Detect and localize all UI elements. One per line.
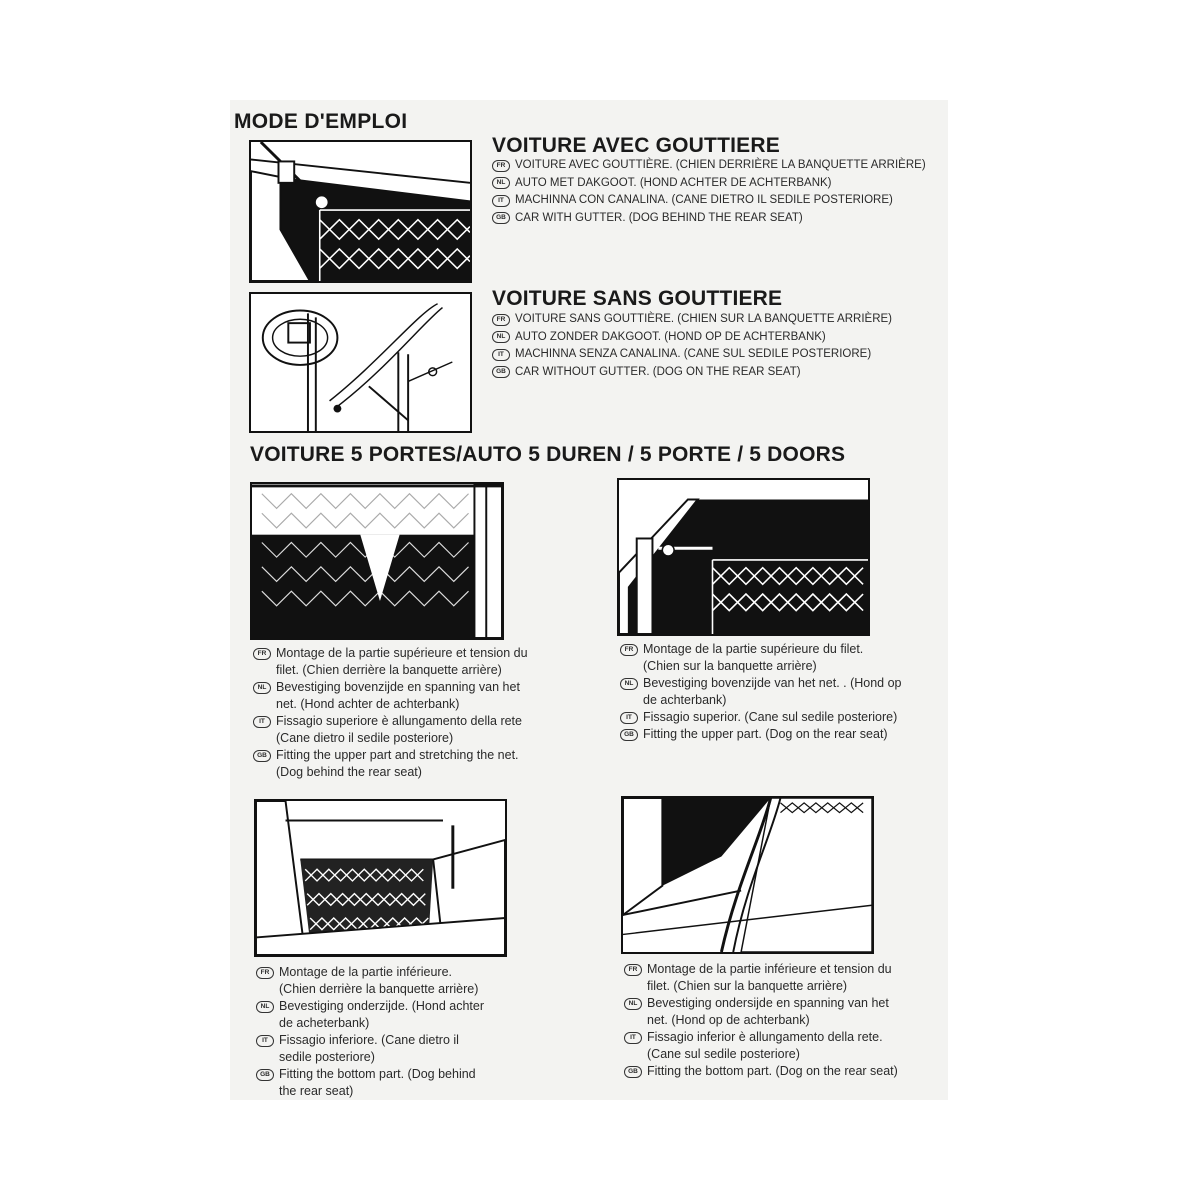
language-badge-gb: GB	[492, 212, 510, 224]
language-badge-it: IT	[624, 1032, 642, 1044]
translation-text: VOITURE AVEC GOUTTIÈRE. (CHIEN DERRIÈRE LA BANQUETTE ARRIÈRE)	[515, 159, 926, 171]
caption-line: sedile posteriore)	[279, 1050, 375, 1064]
language-badge-gb: GB	[624, 1066, 642, 1078]
caption-line: Montage de la partie inférieure.	[279, 965, 453, 979]
translation-line	[492, 346, 892, 364]
translation-text: MACHINNA SENZA CANALINA. (CANE SUL SEDILE POSTERIORE)	[515, 348, 872, 360]
section-title-car-with-gutter: VOITURE AVEC GOUTTIERE	[492, 134, 780, 157]
caption-lower-net-behind-seat	[256, 964, 576, 1100]
caption-line: filet. (Chien sur la banquette arrière)	[647, 979, 848, 993]
illustration-upper-net-behind-seat	[250, 482, 504, 640]
illustration-car-with-gutter	[249, 140, 472, 283]
language-badge-fr: FR	[253, 648, 271, 660]
translation-line	[492, 192, 926, 210]
caption-line: Bevestiging onderzijde. (Hond achter	[279, 999, 484, 1013]
language-badge-fr: FR	[620, 644, 638, 656]
language-badge-gb: GB	[620, 729, 638, 741]
caption-line: filet. (Chien derrière la banquette arrière)	[276, 663, 502, 677]
language-badge-fr: FR	[256, 967, 274, 979]
document-title: MODE D'EMPLOI	[234, 110, 408, 133]
caption-line: (Chien derrière la banquette arrière)	[279, 982, 479, 996]
caption-item	[256, 998, 576, 1032]
car-without-gutter-translations	[492, 311, 892, 381]
caption-item	[256, 1032, 576, 1066]
translation-line	[492, 157, 926, 175]
translation-line	[492, 329, 892, 347]
caption-item	[624, 1029, 944, 1063]
caption-line: (Cane dietro il sedile posteriore)	[276, 731, 454, 745]
translation-line	[492, 364, 892, 382]
translation-text: VOITURE SANS GOUTTIÈRE. (CHIEN SUR LA BANQUETTE ARRIÈRE)	[515, 313, 893, 325]
caption-line: Bevestiging ondersijde en spanning van het	[647, 996, 889, 1010]
caption-line: the rear seat)	[279, 1084, 354, 1098]
section-title-car-without-gutter: VOITURE SANS GOUTTIERE	[492, 287, 783, 310]
caption-item	[253, 645, 573, 679]
translation-line	[492, 210, 926, 228]
caption-item	[253, 747, 573, 781]
language-badge-nl: NL	[492, 331, 510, 343]
car-with-gutter-translations	[492, 157, 926, 227]
caption-item	[620, 709, 940, 726]
caption-item	[620, 726, 940, 743]
translation-line	[492, 175, 926, 193]
section-title-5-doors: VOITURE 5 PORTES/AUTO 5 DUREN / 5 PORTE / 5 DOORS	[250, 443, 846, 466]
translation-line	[492, 311, 892, 329]
caption-item	[620, 675, 940, 709]
translation-text: CAR WITHOUT GUTTER. (DOG ON THE REAR SEAT)	[515, 365, 801, 378]
caption-upper-net-on-seat	[620, 641, 940, 743]
caption-item	[256, 1066, 576, 1100]
caption-item	[620, 641, 940, 675]
translation-text: MACHINNA CON CANALINA. (CANE DIETRO IL SEDILE POSTERIORE)	[515, 194, 893, 206]
language-badge-it: IT	[492, 349, 510, 361]
illustration-lower-net-on-seat	[621, 796, 874, 954]
caption-line: net. (Hond achter de achterbank)	[276, 697, 460, 711]
caption-lower-net-on-seat	[624, 961, 944, 1080]
translation-text: CAR WITH GUTTER. (DOG BEHIND THE REAR SEAT)	[515, 211, 803, 224]
language-badge-nl: NL	[253, 682, 271, 694]
language-badge-it: IT	[253, 716, 271, 728]
translation-text: AUTO ZONDER DAKGOOT. (HOND OP DE ACHTERBANK)	[515, 330, 826, 343]
language-badge-nl: NL	[624, 998, 642, 1010]
caption-line: Bevestiging bovenzijde en spanning van het	[276, 680, 520, 694]
caption-item	[256, 964, 576, 998]
caption-item	[624, 961, 944, 995]
caption-line: (Cane sul sedile posteriore)	[647, 1047, 800, 1061]
caption-item	[624, 1063, 944, 1080]
caption-item	[253, 713, 573, 747]
language-badge-nl: NL	[620, 678, 638, 690]
language-badge-nl: NL	[492, 177, 510, 189]
language-badge-gb: GB	[492, 366, 510, 378]
language-badge-fr: FR	[492, 314, 510, 326]
caption-upper-net-behind-seat	[253, 645, 573, 781]
language-badge-fr: FR	[492, 160, 510, 172]
caption-item	[253, 679, 573, 713]
language-badge-gb: GB	[256, 1069, 274, 1081]
language-badge-nl: NL	[256, 1001, 274, 1013]
translation-text: AUTO MET DAKGOOT. (HOND ACHTER DE ACHTERBANK)	[515, 176, 832, 189]
caption-line: Montage de la partie supérieure du filet.	[643, 642, 864, 656]
caption-line: (Dog behind the rear seat)	[276, 765, 422, 779]
caption-line: Fitting the upper part and stretching the net.	[276, 748, 519, 762]
caption-line: Fitting the bottom part. (Dog behind	[279, 1067, 476, 1081]
caption-line: Montage de la partie supérieure et tension du	[276, 646, 528, 660]
language-badge-it: IT	[256, 1035, 274, 1047]
language-badge-it: IT	[492, 195, 510, 207]
caption-line: de acheterbank)	[279, 1016, 370, 1030]
caption-line: Fissagio inferiore. (Cane dietro il	[279, 1033, 459, 1047]
caption-line: Montage de la partie inférieure et tension du	[647, 962, 892, 976]
caption-line: Fitting the bottom part. (Dog on the rear seat)	[647, 1064, 898, 1078]
caption-line: Fitting the upper part. (Dog on the rear seat)	[643, 727, 888, 741]
caption-item	[624, 995, 944, 1029]
caption-line: Bevestiging bovenzijde van het net. . (Hond op	[643, 676, 902, 690]
language-badge-gb: GB	[253, 750, 271, 762]
caption-line: Fissagio superiore è allungamento della rete	[276, 714, 522, 728]
illustration-upper-net-on-seat	[617, 478, 870, 636]
caption-line: de achterbank)	[643, 693, 727, 707]
language-badge-fr: FR	[624, 964, 642, 976]
caption-line: Fissagio superior. (Cane sul sedile posteriore)	[643, 710, 898, 724]
caption-line: Fissagio inferior è allungamento della rete.	[647, 1030, 883, 1044]
language-badge-it: IT	[620, 712, 638, 724]
caption-line: net. (Hond op de achterbank)	[647, 1013, 810, 1027]
illustration-lower-net-behind-seat	[254, 799, 507, 957]
illustration-car-without-gutter	[249, 292, 472, 433]
caption-line: (Chien sur la banquette arrière)	[643, 659, 817, 673]
